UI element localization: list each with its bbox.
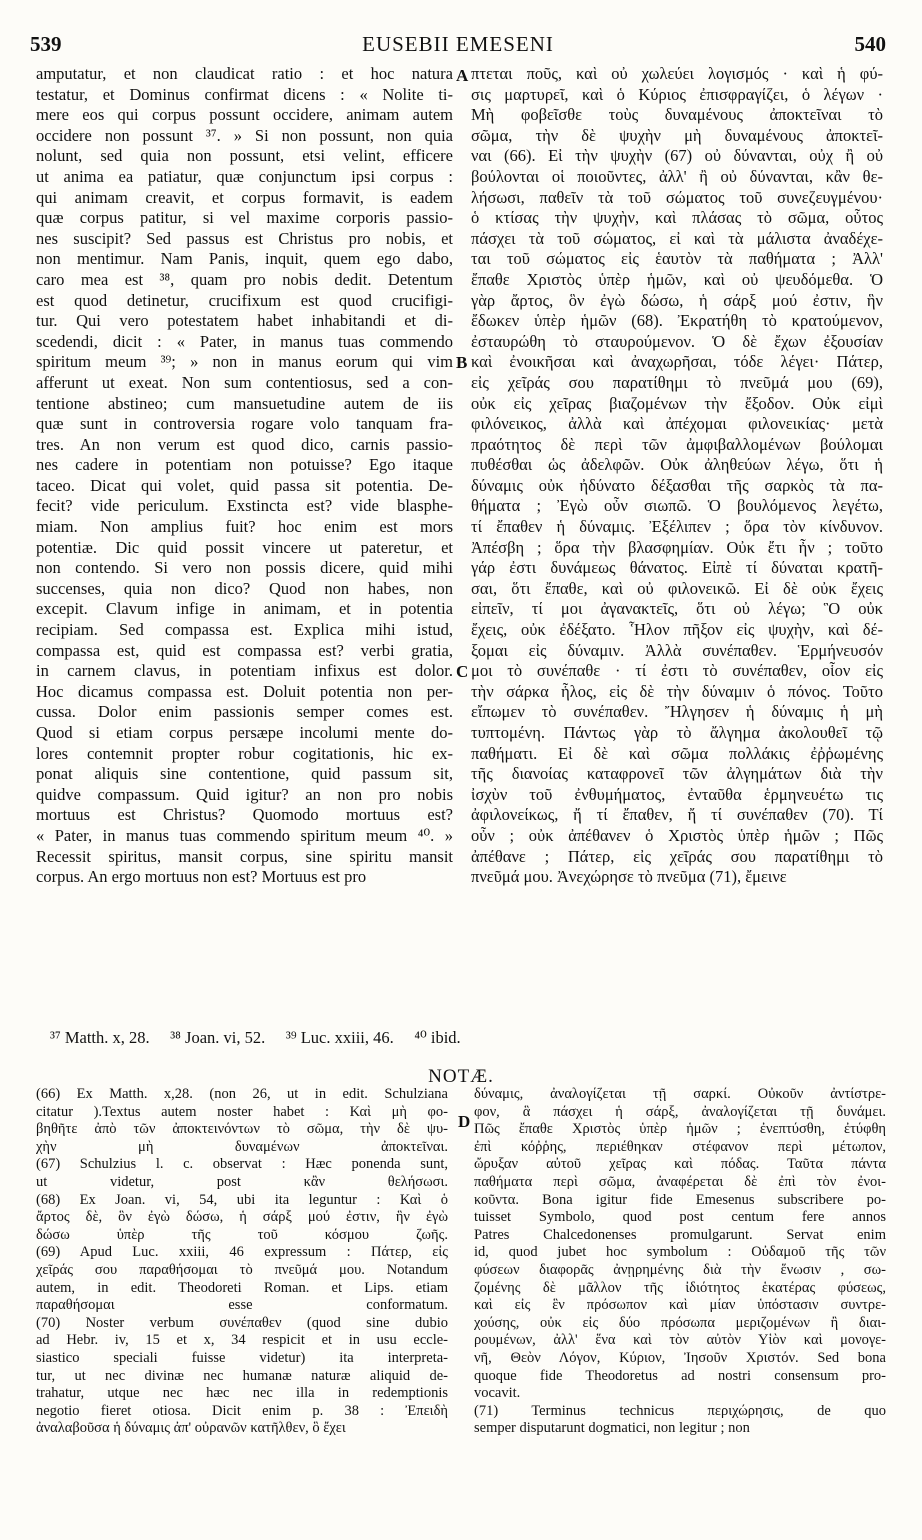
greek-text-line: ἀπέθανε ; Πάτερ, εἰς χεῖράς σου παρατίθημι τὸ [471,846,883,866]
running-title: EUSEBII EMESENI [362,32,554,56]
note-line: tur, ut nec divinæ nec humanæ naturæ aliquid de- [36,1367,448,1384]
latin-text-line: compassa est, quid est compassa est? verbi gratia, [36,640,453,660]
greek-text-line: τὴν σάρκα ἧλος, εἰς δὲ τὴν δύναμιν ὁ πόνος. Τοῦτο [471,681,883,701]
page-header [30,32,886,60]
latin-text-line: excepit. Clavum infige in animam, et in potentia [36,599,453,619]
greek-text-line: σῶμα, τὴν δὲ ψυχὴν μὴ δυναμένους ἀποκτεῖ- [471,125,883,145]
latin-text-line: scedendi, dicit : « Pater, in manus tuas commendo [36,331,453,351]
greek-text-line: σαι, ὅτι ἔπαθε, καὶ οὐ φιλονεικῶ. Εἰ δὲ οὐκ ἔχεις [471,578,883,598]
note-line: autem, in edit. Theodoreti Roman. et Lips. etiam [36,1279,448,1296]
note-line: ζομένης δὲ μᾶλλον τῆς ἰδιότητος ἑκατέρας φύσεως, [474,1279,886,1296]
page-number-left: 539 [30,32,62,56]
note-line: (69) Apud Luc. xxiii, 46 expressum : Πάτερ, εἰς [36,1244,448,1261]
latin-text-line: amputatur, et non claudicat ratio : et hoc natura [36,64,453,83]
latin-text-line: cussa. Dolor enim passionis semper comes est. [36,702,453,722]
latin-text-line: ut anima ea patiatur, quæ conjunctum ipsi corpus : [36,166,453,186]
note-line: χούσης, οὐκ εἰς δύο πρόσωπα μεριζομένων ἢ διαι- [474,1314,886,1331]
greek-text-line: ἰσχὺν τοῦ ἐνθυμήματος, ἐνταῦθα ἑρμηνευέτω τις [471,784,883,804]
latin-text-line: taceo. Dicat qui volet, quid passa sit potentia. De- [36,475,453,495]
greek-text-line: γὰρ ἄρτος, ὃν ἐγὼ δώσω, ἡ σάρξ μού ἐστιν, ἣν [471,290,883,310]
note-line: siastico speciali fuisse videtur) ita interpreta- [36,1349,448,1366]
latin-text-line: fecit? vide periculum. Exstincta est? vide blasphe- [36,496,453,516]
latin-text-line: corpus. An ergo mortuus non est? Mortuus est pro [36,867,367,887]
notes-left-column [36,1086,448,1438]
latin-text-line: tur. Qui vero potestatem habet inhabitandi et di- [36,311,453,331]
latin-text-line: lores contemnit propter robur cogitationis, hic ex- [36,743,453,763]
note-line: φύσεων διαφορᾶς ἀνῃρημένης διὰ τὴν ἕνωσιν , σω- [474,1261,886,1278]
latin-text-line: est quod detinetur, crucifixum est quod crucifigi- [36,290,453,310]
note-line: ἐπὶ κόῤῥης, περιέθηκαν στέφανον περὶ μέτωπον, [474,1138,886,1155]
greek-text-line: εἰς χεῖράς σου παρατίθημι τὸ πνεῦμά μου (69), [471,372,883,392]
latin-text-line: qui animam creavit, et corpus formavit, is eadem [36,187,453,207]
greek-text-line: ἔδωκεν ὑπὲρ ἡμῶν (68). Ἐκρατήθη τὸ κρατούμενον, [471,311,883,331]
note-line: ad Hebr. iv, 15 et x, 34 respicit et in usu eccle- [36,1332,448,1349]
greek-text-line: ται τοῦ σώματος εἰς ἑαυτὸν τὰ παθήματα ; Ἀλλ' [471,249,883,269]
latin-column [36,64,453,888]
greek-text-line: πνεῦμά μου. Ἀνεχώρησε τὸ πνεῦμα (71), ἔμεινε [471,867,787,887]
note-line: βηθῆτε ἀπὸ τῶν ἀποκτεινόντων τὸ σῶμα, τὴν δὲ ψυ- [36,1121,448,1138]
note-line: vocavit. [474,1385,521,1402]
greek-text-line: λήσωσι, παθεῖν τὰ τοῦ σώματος τοῦ συνεζευγμένου· [471,187,883,207]
margin-marker-d: D [458,1112,471,1131]
greek-text-line: δύναμις οὐκ ἠδύνατο δέξασθαι τῆς σαρκὸς τὰ πα- [471,475,883,495]
latin-text-line: quæ sunt in controversia rogare volo tanquam fra- [36,414,453,434]
latin-text-line: potentiæ. Dic quid possit vincere ut pateretur, et [36,537,453,557]
greek-text-line: τυπτομένη. Πάντως γὰρ τὸ ἄλγημα ἀκολουθεῖ τῷ [471,723,883,742]
note-line: id, quod jubet hoc symbolum : Οὐδαμοῦ τῆς τῶν [474,1244,886,1261]
latin-text-line: mere eos qui corpus possunt occidere, animam autem [36,105,453,125]
note-line: (68) Ex Joan. vi, 54, ubi ita leguntur : Καὶ ὁ [36,1191,448,1208]
greek-text-line: ναι (66). Εἰ τὴν ψυχὴν (67) οὐ δύνανται, οὐχ ἢ οὐ [471,146,883,166]
greek-text-line: παθήματι. Εἰ δὲ καὶ σῶμα πολλάκις ἐῤῥωμένης [471,743,883,763]
greek-text-line: φιλόνεικος, ἀλλὰ καὶ ἀπέχομαι φιλονεικίας· μετὰ [471,414,883,434]
note-line: νῆ, Θεὸν Λόγον, Κύριον, Ἰησοῦν Χριστόν. Sed bona [474,1349,886,1366]
note-line: παθήματα περὶ σῶμα, ἀναφέρεται δὲ ἐπὶ τὸν ἐνοι- [474,1173,886,1190]
latin-text-line: « Pater, in manus tuas commendo spiritum meum ⁴⁰. » [36,825,453,845]
latin-text-line: non mentimur. Nam Panis, inquit, quem ego dabo, [36,249,453,269]
greek-text-line: πτεται ποῦς, καὶ οὐ χωλεύει λογισμός · καὶ ἡ φύ- [471,64,883,83]
footnotes: ³⁷ Matth. x, 28. ³⁸ Joan. vi, 52. ³⁹ Luc. xxiii, 46. ⁴⁰ ibid. [50,1028,461,1047]
greek-text-line: οὐκ εἰς χεῖρας βιαζομένων τὴν ἔξοδον. Οὐκ εἰμὶ [471,393,883,413]
greek-text-line: βούλονται οἱ ποιοῦντες, ἀλλ' ἢ οὐ δύνανται, κἂν θε- [471,166,883,186]
note-line: φον, ἃ πάσχει ἡ σάρξ, ἀναλογίζεται τῇ δυνάμει. [474,1103,886,1120]
note-line: δώσω ὑπὲρ τῆς τοῦ κόσμου ζωῆς. [36,1226,448,1243]
greek-text-line: καὶ ἐνοικῆσαι καὶ ἀναχωρῆσαι, τόδε λέγει· Πάτερ, [471,352,883,372]
note-line: χὴν μὴ δυναμένων ἀποκτεῖναι. [36,1138,448,1155]
latin-text-line: Quod si etiam corpus persæpe incolumi mente do- [36,723,453,742]
note-line: καὶ εἰς ἓν πρόσωπον καὶ μίαν ὑπόστασιν συντρε- [474,1297,886,1314]
latin-text-line: mortuus est Christus? Quomodo mortuus est? [36,805,453,825]
latin-text-line: ponat aliquis sine contentione, quid passum sit, [36,764,453,784]
greek-text-line: ἐσταυρώθη τὸ σταυρούμενον. Ὁ δὲ ἔχων ἐξουσίαν [471,331,883,351]
latin-text-line: Recessit spiritus, mansit corpus, sine spiritu mansit [36,846,453,866]
greek-text-line: τῆς διανοίας καταφρονεῖ τῶν ἀλγημάτων διὰ τὴν [471,764,883,784]
note-line: ἀναλαβοῦσα ἡ δύναμις ἀπ' οὐρανῶν κατῆλθεν, ὃ ἔχει [36,1420,346,1437]
note-line: κοῦντα. Bona igitur fide Emesenus subscribere po- [474,1191,886,1208]
latin-text-line: non contendo. Si vero non possis dicere, quid mihi [36,558,453,578]
note-line: (66) Ex Matth. x,28. (non 26, ut in edit. Schulziana [36,1086,448,1102]
note-line: ὤρυξαν αὐτοῦ χεῖρας καὶ πόδας. Ταῦτα πάντα [474,1156,886,1173]
greek-text-line: πραότητος δὲ περὶ τῶν ἀμφιβαλλομένων βούλομαι [471,434,883,454]
latin-text-line: in carnem clavus, in potentiam infixus est dolor. [36,661,453,681]
latin-text-line: nes suscipit? Sed passus est Christus pro nobis, et [36,228,453,248]
latin-text-line: occidere non possunt ³⁷. » Si non possunt, non quia [36,125,453,145]
note-line: (70) Noster verbum συνέπαθεν (quod sine dubio [36,1314,448,1331]
greek-text-line: οὖν ; οὐκ ἀπέθανεν ὁ Χριστὸς ὑπὲρ ἡμῶν ; Πῶς [471,825,883,845]
greek-text-line: θήματα ; Ἐγὼ οὖν σιωπῶ. Ὁ βουλόμενος λεγέτω, [471,496,883,516]
latin-text-line: Hoc dicamus compassa est. Doluit potentia non per- [36,681,453,701]
greek-text-line: εἰπεῖν, τί μοι ἀγανακτεῖς, ὅτι οὐ λέγω; Ὃ οὐκ [471,599,883,619]
greek-text-line: πάσχει τὰ τοῦ σώματος, εἰ καὶ τὰ μάλιστα ἀναδέχε- [471,228,883,248]
note-line: citatur ).Textus autem noster habet : Καὶ μὴ φο- [36,1103,448,1120]
notes-right-column [474,1086,886,1438]
latin-text-line: nolunt, sed quia non possunt, etsi velint, efficere [36,146,453,166]
greek-text-line: ἔπαθε Χριστὸς ὑπὲρ ἡμῶν, καὶ οὐ ψευδόμεθα. Ὁ [471,269,883,289]
note-line: quoque fide Theodoretus ad nostri consensum pro- [474,1367,886,1384]
greek-text-line: ἀφιλονείκως, ἤ τί ἔπαθεν, ἤ τί συνέπαθεν (70). Τί [471,805,883,825]
latin-text-line: tentione abstineo; cum mansuetudine autem de iis [36,393,453,413]
note-line: tuisset Symbolo, quod post centum fere annos [474,1209,886,1226]
note-line: semper disputarunt dogmatici, non legitur ; non [474,1420,750,1437]
latin-text-line: tres. An non verum est quod dico, carnis passio- [36,434,453,454]
note-line: (67) Schulzius l. c. observat : Hæc ponenda sunt, [36,1156,448,1173]
margin-marker-c: C [456,662,469,681]
note-line: ἄρτος δὲ, ὃν ἐγὼ δώσω, ἡ σάρξ μού ἐστιν, ἣν ἐγὼ [36,1209,448,1226]
note-line: Πῶς ἔπαθε Χριστὸς ὑπὲρ ἡμῶν ; ἐνεπτύσθη, ἐτύφθη [474,1121,886,1138]
latin-text-line: testatur, et Dominus confirmat dicens : « Nolite ti- [36,84,453,104]
page-number-right: 540 [854,32,886,56]
margin-marker-a: A [456,66,469,85]
note-line: trahatur, utque nec hæc nec illa in redemptionis [36,1385,448,1402]
greek-text-line: μοι τὸ συνέπαθε · τί ἐστι τὸ συνέπαθεν, οἷον εἰς [471,661,883,681]
greek-text-line: ξομαι εἰς δύναμιν. Ἀλλὰ συνέπαθεν. Ἑρμήνευσόν [471,640,883,660]
greek-text-line: τί ἔπαθεν ἡ δύναμις. Ἐξέλιπεν ; ὅρα τὸν κίνδυνον. [471,517,883,537]
greek-text-line: εἴπωμεν τὸ συνέπαθεν. Ἤλγησεν ἡ δύναμις ἡ μὴ [471,702,883,722]
latin-text-line: miam. Non amplius fuit? hoc enim est mors [36,517,453,537]
greek-text-line: ὁ κτίσας τὴν ψυχὴν, καὶ πλάσας τὸ σῶμα, οὗτος [471,208,883,228]
latin-text-line: quæ corpus patitur, si vel maxime corporis passio- [36,208,453,228]
latin-text-line: afferunt ut exeat. Non sum contentiosus, sed a con- [36,372,453,392]
greek-column [471,64,883,888]
note-line: χεῖράς σου παραθήσομαι τὸ πνεῦμά μου. Notandum [36,1261,448,1278]
note-line: Patres Chalcedonenses promulgarunt. Servat enim [474,1226,886,1243]
notae-heading: NOTÆ. [428,1066,494,1087]
note-line: ut videtur, post κἂν θελήσωσι. [36,1173,448,1190]
note-line: (71) Terminus technicus περιχώρησις, de quo [474,1402,886,1419]
greek-text-line: Μὴ φοβεῖσθε τοὺς δυναμένους ἀποκτεῖναι τὸ [471,105,883,125]
greek-text-line: ἔχεις, οὐκ ἐδέξατο. Ἧλον πῆξον εἰς ψυχὴν, καὶ δέ- [471,620,883,640]
note-line: negotio fieret otiosa. Dicit enim p. 38 : Ἐπειδὴ [36,1402,448,1419]
latin-text-line: recipiam. Sed compassa est. Explica mihi istud, [36,620,453,640]
latin-text-line: nes cadere in potentiam non potuisse? Ego itaque [36,455,453,475]
margin-marker-b: B [456,353,468,372]
greek-text-line: Ἀπέσβη ; ὅρα τὴν βλασφημίαν. Οὐκ ἔτι ἦν ; τοῦτο [471,537,883,557]
latin-text-line: spiritum meum ³⁹; » non in manus eorum qui vim [36,352,453,372]
latin-text-line: quidve compassum. Quid igitur? an non pro nobis [36,784,453,804]
note-line: δύναμις, ἀναλογίζεται τῇ σαρκί. Οὐκοῦν ἀντίστρε- [474,1086,886,1102]
latin-text-line: caro mea est ³⁸, quam pro nobis dedit. Detentum [36,269,453,289]
note-line: ρουμένων, ἀλλ' ἕνα καὶ τὸν αὐτὸν Υἱὸν καὶ μονογε- [474,1332,886,1349]
greek-text-line: γάρ ἐστι δυνάμεως θάνατος. Εἰπὲ τί δύναται κρατῆ- [471,558,883,578]
latin-text-line: succenses, quia non dico? Quod non habes, non [36,578,453,598]
note-line: παραθήσομαι esse conformatum. [36,1297,448,1314]
greek-text-line: πυθέσθαι ὡς ἀδελφῶν. Οὐκ ἀληθεύων λέγω, ὅτι ἡ [471,455,883,475]
greek-text-line: σις μαρτυρεῖ, καὶ ὁ Κύριος ἐπισφραγίζει, ὁ λέγων · [471,84,883,104]
